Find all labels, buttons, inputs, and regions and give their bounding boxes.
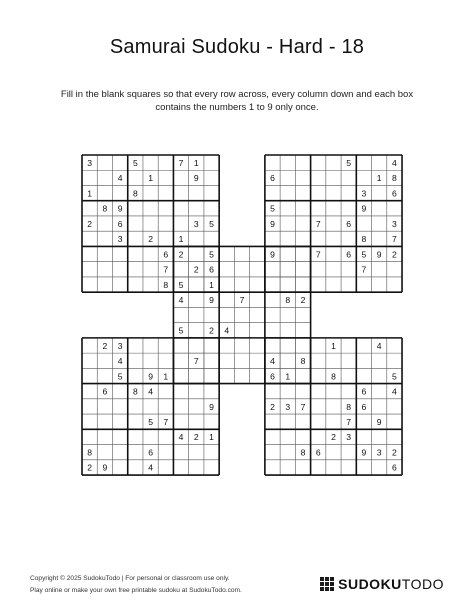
given-digit: 7 <box>193 356 199 367</box>
given-digit: 3 <box>87 157 93 168</box>
given-digit: 5 <box>132 157 138 168</box>
given-digit: 8 <box>361 234 367 245</box>
given-digit: 4 <box>148 462 153 473</box>
given-digit: 3 <box>193 218 199 229</box>
brand-name: SUDOKUTODO <box>338 576 444 592</box>
copyright-text: Copyright © 2025 SudokuTodo | For personal or classroom use only. <box>30 575 230 582</box>
given-digit: 2 <box>300 295 306 306</box>
given-digit: 1 <box>163 371 169 382</box>
given-digit: 9 <box>361 447 367 458</box>
given-digit: 3 <box>392 218 397 229</box>
given-digit: 7 <box>178 157 184 168</box>
given-digit: 2 <box>270 401 275 412</box>
given-digit: 9 <box>376 417 382 427</box>
given-digit: 9 <box>209 295 214 306</box>
given-digit: 5 <box>178 325 184 336</box>
given-digit: 9 <box>361 203 367 214</box>
given-digit: 8 <box>392 173 397 184</box>
given-digit: 6 <box>270 173 275 184</box>
given-digit: 4 <box>376 340 382 351</box>
given-digit: 2 <box>331 432 336 443</box>
given-digit: 2 <box>87 462 93 473</box>
given-digit: 4 <box>224 325 230 336</box>
given-digit: 1 <box>87 188 93 199</box>
given-digit: 6 <box>315 447 321 458</box>
given-digit: 8 <box>300 356 306 367</box>
given-digit: 6 <box>346 249 352 260</box>
given-digit: 7 <box>315 218 321 229</box>
given-digit: 7 <box>239 295 245 306</box>
given-digit: 3 <box>117 234 123 245</box>
given-digit: 7 <box>346 417 352 427</box>
given-digit: 4 <box>392 386 397 397</box>
given-digit: 3 <box>346 432 352 443</box>
given-digit: 5 <box>178 279 184 290</box>
given-digit: 7 <box>163 264 169 275</box>
given-digit: 2 <box>209 325 214 336</box>
given-digit: 1 <box>376 173 382 184</box>
given-digit: 8 <box>331 371 336 382</box>
given-digit: 4 <box>178 295 184 306</box>
given-digit: 6 <box>361 386 367 397</box>
given-digit: 7 <box>361 264 367 275</box>
given-digit: 1 <box>331 340 336 351</box>
given-digit: 8 <box>346 401 352 412</box>
given-digit: 4 <box>178 432 184 443</box>
given-digit: 4 <box>148 386 153 397</box>
given-digit: 7 <box>300 401 306 412</box>
given-digit: 9 <box>209 401 214 412</box>
given-digit: 4 <box>117 173 123 184</box>
given-digit: 6 <box>361 401 367 412</box>
brand-logo <box>320 576 444 592</box>
given-digit: 6 <box>148 447 153 458</box>
given-digit: 5 <box>209 218 214 229</box>
given-digit: 6 <box>117 218 123 229</box>
given-digit: 5 <box>392 371 397 382</box>
given-digit: 9 <box>376 249 382 260</box>
given-digit: 8 <box>285 295 291 306</box>
given-digit: 8 <box>300 447 306 458</box>
given-digit: 2 <box>193 432 199 443</box>
given-digit: 6 <box>392 462 397 473</box>
given-digit: 7 <box>315 249 321 260</box>
given-digit: 9 <box>270 218 275 229</box>
given-digit: 6 <box>102 386 108 397</box>
given-digit: 9 <box>193 173 199 184</box>
grid-icon <box>320 577 334 591</box>
given-digit: 2 <box>193 264 199 275</box>
given-digit: 8 <box>163 279 169 290</box>
given-digit: 5 <box>270 203 275 214</box>
given-digit: 8 <box>132 188 138 199</box>
given-digit: 9 <box>102 462 108 473</box>
given-digit: 2 <box>392 249 397 260</box>
given-digit: 3 <box>376 447 382 458</box>
given-digit: 9 <box>148 371 153 382</box>
given-digit: 3 <box>285 401 291 412</box>
given-digit: 1 <box>285 371 291 382</box>
given-digit: 7 <box>163 417 169 427</box>
given-digit: 4 <box>117 356 123 367</box>
given-digit: 8 <box>102 203 108 214</box>
given-digit: 2 <box>178 249 184 260</box>
given-digit: 4 <box>392 157 397 168</box>
given-digit: 5 <box>361 249 367 260</box>
given-digit: 1 <box>193 157 199 168</box>
given-digit: 6 <box>209 264 214 275</box>
given-digit: 4 <box>270 356 275 367</box>
given-digit: 5 <box>117 371 123 382</box>
given-digit: 6 <box>346 218 352 229</box>
given-digit: 7 <box>392 234 397 245</box>
given-digit: 9 <box>117 203 123 214</box>
given-digit: 2 <box>148 234 153 245</box>
given-digit: 2 <box>102 340 108 351</box>
given-digit: 8 <box>87 447 93 458</box>
given-digit: 5 <box>209 249 214 260</box>
given-digit: 3 <box>117 340 123 351</box>
given-digit: 5 <box>148 417 153 427</box>
given-digit: 6 <box>392 188 397 199</box>
instructions-text: Fill in the blank squares so that every row across, every column down and each box contains the numbers 1 to 9 only once. <box>60 89 414 113</box>
page-title: Samurai Sudoku - Hard - 18 <box>109 36 365 58</box>
given-digit: 6 <box>270 371 275 382</box>
given-digit: 1 <box>209 279 214 290</box>
given-digit: 6 <box>163 249 169 260</box>
given-digit: 9 <box>270 249 275 260</box>
given-digit: 2 <box>87 218 93 229</box>
given-digit: 3 <box>361 188 367 199</box>
given-digit: 1 <box>178 234 184 245</box>
footer-promo-text: Play online or make your own free printable sudoku at SudokuTodo.com. <box>30 587 242 594</box>
given-digit: 5 <box>346 157 352 168</box>
given-digit: 8 <box>132 386 138 397</box>
given-digit: 1 <box>148 173 153 184</box>
given-digit: 1 <box>209 432 214 443</box>
given-digit: 2 <box>392 447 397 458</box>
